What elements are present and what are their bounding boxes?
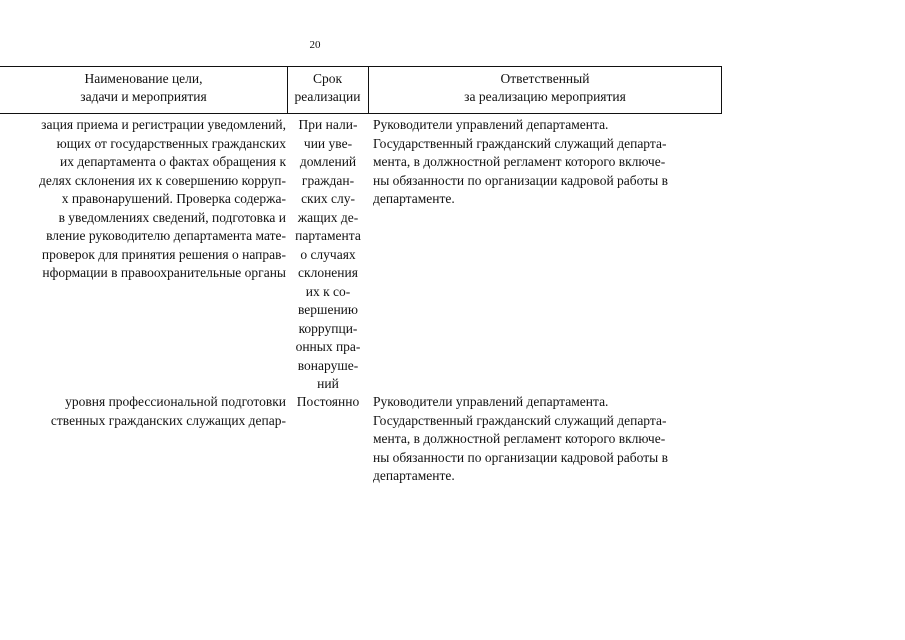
row2-goal-line: уровня профессиональной подготовки <box>65 394 286 409</box>
header-responsible-line: Ответственный <box>500 71 590 86</box>
row1-goal-line: ющих от государственных гражданских <box>56 135 286 151</box>
row1-goal-line: зация приема и регистрации уведомлений, <box>41 117 286 132</box>
row1-term-line: ний <box>317 376 339 391</box>
row1-term-line: При нали- <box>298 117 358 132</box>
row1-responsible-line: Государственный гражданский служащий департа- <box>373 135 667 151</box>
row2-responsible-line: Руководители управлений департамента. <box>373 394 609 409</box>
row1-goal-line: их департамента о фактах обращения к <box>59 154 286 169</box>
table-top-border <box>0 66 722 67</box>
row1-term-line: вонаруше- <box>297 357 359 373</box>
row1-term-line: их к со- <box>305 283 351 299</box>
row1-goal-line: в уведомлениях сведений, подготовка и <box>58 209 286 225</box>
row1-responsible-line: департаменте. <box>373 191 455 206</box>
row2-responsible-line: департаменте. <box>373 468 455 483</box>
header-goal <box>0 70 287 106</box>
row1-responsible-line: мента, в должностной регламент которого включе- <box>373 154 666 169</box>
header-goal-line: Наименование цели, <box>84 71 203 86</box>
row1-goal-line: делях склонения их к совершению корруп- <box>39 172 286 188</box>
row1-term-line: чии уве- <box>303 135 353 151</box>
row2-goal-line: ственных гражданских служащих депар- <box>50 412 286 428</box>
row1-term-line: жащих де- <box>297 209 359 225</box>
header-term <box>287 70 368 106</box>
row1-responsible-cell <box>373 116 719 209</box>
header-goal-line: задачи и мероприятия <box>80 89 207 104</box>
row2-term-cell <box>289 393 367 412</box>
row2-responsible-line: мента, в должностной регламент которого включе- <box>373 431 666 446</box>
row1-goal-cell <box>0 116 286 283</box>
row1-term-line: вершению <box>298 302 358 317</box>
page-number: 20 <box>309 39 321 51</box>
table-header <box>0 66 722 114</box>
row2-responsible-cell <box>373 393 719 486</box>
row2-responsible-line: Государственный гражданский служащий департа- <box>373 412 667 428</box>
row1-term-cell <box>289 116 367 394</box>
row2-goal-cell <box>0 393 286 430</box>
row1-term-line: граждан- <box>301 172 355 188</box>
row1-goal-line: вление руководителю департамента мате- <box>46 228 286 243</box>
row1-term-line: онных пра- <box>295 339 361 354</box>
row1-term-line: коррупци- <box>298 320 358 336</box>
row1-term-line: о случаях <box>300 246 356 262</box>
row1-responsible-line: Руководители управлений департамента. <box>373 117 609 132</box>
row1-term-line: домлений <box>299 154 357 169</box>
table-header-bottom-border <box>0 113 722 114</box>
header-responsible-line: за реализацию мероприятия <box>464 89 626 104</box>
row1-goal-line: х правонарушений. Проверка содержа- <box>61 191 286 206</box>
row1-term-line: склонения <box>298 265 358 280</box>
header-term-line: реализации <box>294 89 361 104</box>
row1-goal-line: нформации в правоохранительные органы <box>42 265 286 280</box>
row2-term-line: Постоянно <box>296 394 360 409</box>
header-term-line: Срок <box>312 71 343 86</box>
row1-responsible-line: ны обязанности по организации кадровой работы в <box>373 172 668 188</box>
header-responsible <box>368 70 722 106</box>
row2-responsible-line: ны обязанности по организации кадровой работы в <box>373 449 668 465</box>
row1-goal-line: проверок для принятия решения о направ- <box>41 246 286 262</box>
row1-term-line: партамента <box>295 228 361 243</box>
row1-term-line: ских слу- <box>301 191 355 206</box>
